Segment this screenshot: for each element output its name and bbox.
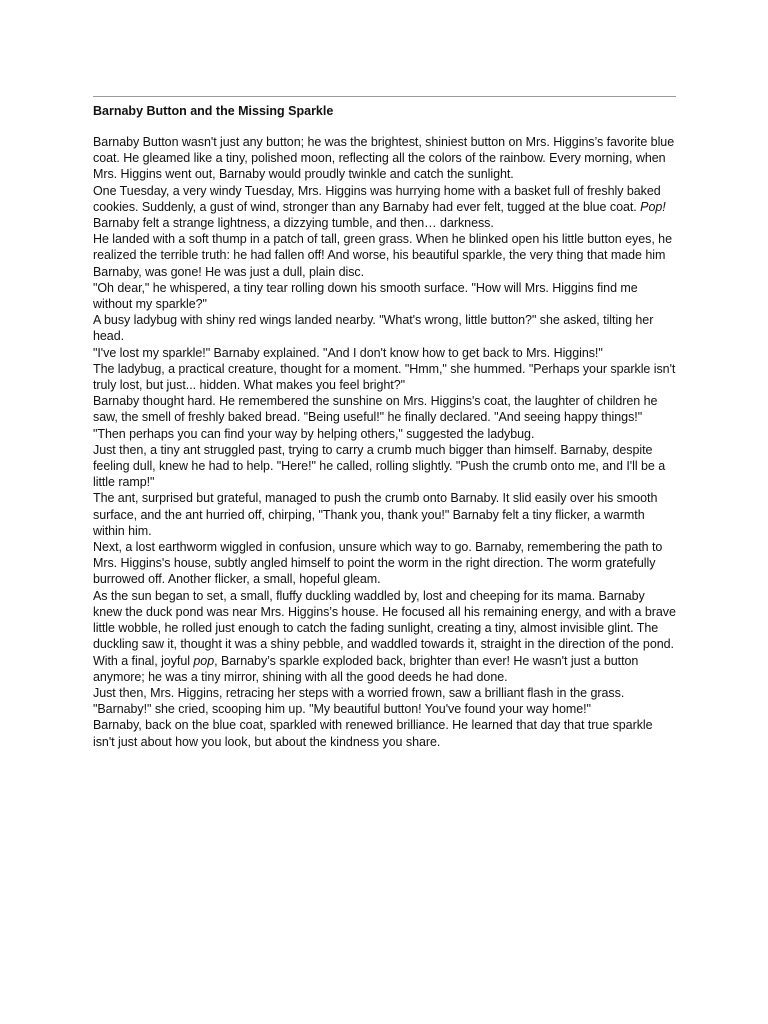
story-paragraph [93, 393, 676, 425]
paragraph-text: He landed with a soft thump in a patch of tall, green grass. When he blinked open his little button eyes, he realized the terrible truth: he had fallen off! And worse, his beautiful sparkle, the very thing that made him Barnaby, was gone! He was just a dull, plain disc. [93, 232, 672, 279]
story-paragraph [93, 280, 676, 312]
paragraph-text: With a final, joyful [93, 653, 194, 668]
paragraph-text: A busy ladybug with shiny red wings landed nearby. "What's wrong, little button?" she asked, tilting her head. [93, 313, 654, 344]
paragraph-text: "Then perhaps you can find your way by helping others," suggested the ladybug. [93, 426, 535, 441]
story-paragraph [93, 588, 676, 653]
paragraph-text: Just then, Mrs. Higgins, retracing her steps with a worried frown, saw a brilliant flash in the grass. "Barnaby!" she cried, scooping him up. "My beautiful button! You've found your way home!" [93, 685, 625, 717]
paragraph-text: "I've lost my sparkle!" Barnaby explained. "And I don't know how to get back to Mrs. Higgins!" [93, 345, 603, 360]
paragraph-text: As the sun began to set, a small, fluffy duckling waddled by, lost and cheeping for its mama. Barnaby knew the duck pond was near Mrs. Higgins’s house. He focused all his remaining energy, and with a brave little wobble, he rolled just enough to catch the fading sunlight, creating a tiny, almost invisible glint. The duckling saw it, thought it was a shiny pebble, and waddled towards it, straight in the direction of the pond. [93, 588, 676, 652]
paragraph-text: Barnaby, back on the blue coat, sparkled with renewed brilliance. He learned that day that true sparkle isn't just about how you look, but about the kindness you share. [93, 718, 653, 749]
top-divider [93, 96, 676, 97]
paragraph-text: Barnaby felt a strange lightness, a dizzying tumble, and then… darkness. [93, 216, 494, 231]
story-paragraph [93, 653, 676, 685]
paragraph-text: "Oh dear," he whispered, a tiny tear rolling down his smooth surface. "How will Mrs. Higgins find me without my sparkle?" [93, 280, 638, 312]
story-paragraph [93, 426, 676, 442]
story-paragraph [93, 685, 676, 717]
story-title: Barnaby Button and the Missing Sparkle [93, 104, 334, 118]
story-paragraph [93, 312, 676, 344]
emphasized-text: Pop! [640, 199, 666, 214]
paragraph-text: The ladybug, a practical creature, thought for a moment. "Hmm," she hummed. "Perhaps your sparkle isn't truly lost, but just... hidden. What makes you feel bright?" [93, 361, 676, 393]
story-body [93, 134, 676, 750]
document-page [93, 96, 676, 750]
story-paragraph [93, 345, 676, 361]
story-paragraph [93, 490, 676, 539]
story-paragraph [93, 231, 676, 280]
story-paragraph [93, 361, 676, 393]
paragraph-text: Just then, a tiny ant struggled past, trying to carry a crumb much bigger than himself. Barnaby, despite feeling dull, knew he had to help. "Here!" he called, rolling slightly. "Push the crumb onto me, and I'll be a little ramp!" [93, 442, 666, 490]
paragraph-text: , Barnaby’s sparkle exploded back, brighter than ever! He wasn't just a button anymore; he was a tiny mirror, shining with all the good deeds he had done. [93, 653, 639, 684]
paragraph-text: Barnaby Button wasn't just any button; he was the brightest, shiniest button on Mrs. Higgins’s favorite blue coat. He gleamed like a tiny, polished moon, reflecting all the colors of the rainbow. Every morning, when Mrs. Higgins went out, Barnaby would proudly twinkle and catch the sunlight. [93, 135, 675, 182]
paragraph-text: Barnaby thought hard. He remembered the sunshine on Mrs. Higgins's coat, the laughter of children he saw, the smell of freshly baked bread. "Being useful!" he finally declared. "And seeing happy things!" [93, 394, 658, 425]
story-paragraph [93, 134, 676, 183]
paragraph-text: The ant, surprised but grateful, managed to push the crumb onto Barnaby. It slid easily over his smooth surface, and the ant hurried off, chirping, "Thank you, thank you!" Barnaby felt a tiny flicker, a warmth within him. [93, 491, 658, 538]
story-paragraph [93, 442, 676, 491]
paragraph-text: One Tuesday, a very windy Tuesday, Mrs. Higgins was hurrying home with a basket full of freshly baked cookies. Suddenly, a gust of wind, stronger than any Barnaby had ever felt, tugged at the blue coat. [93, 183, 661, 214]
paragraph-text: Next, a lost earthworm wiggled in confusion, unsure which way to go. Barnaby, remembering the path to Mrs. Higgins's house, subtly angled himself to point the worm in the right direction. The worm gratefully burrowed off. Another flicker, a small, hopeful gleam. [93, 540, 663, 587]
story-paragraph [93, 183, 676, 232]
story-paragraph [93, 717, 676, 749]
story-paragraph [93, 539, 676, 588]
emphasized-text: pop [193, 653, 215, 668]
